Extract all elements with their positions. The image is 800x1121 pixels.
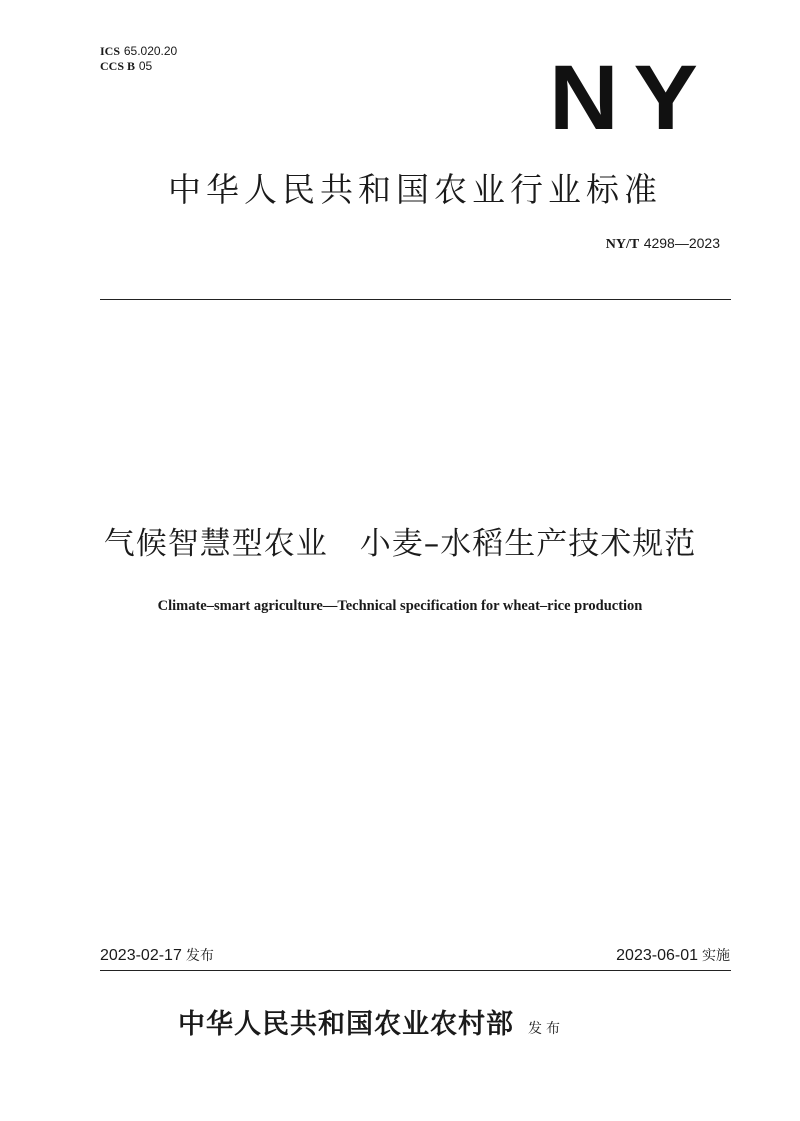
ics-code: 65.020.20 (123, 44, 178, 58)
issue-label: 发布 (185, 948, 214, 964)
standard-category-title: 中华人民共和国农业行业标准 (168, 170, 662, 209)
ccs-code: 05 (138, 59, 153, 73)
effective-label: 实施 (702, 948, 730, 964)
effective-date: 2023-06-01 (616, 947, 698, 964)
publisher-line (178, 1005, 564, 1049)
issue-date-line (100, 944, 214, 967)
footer-divider (100, 970, 731, 971)
publisher-name: 中华人民共和国农业农村部 (178, 1009, 514, 1040)
ccs-classification (100, 59, 152, 73)
ny-logo: NY (549, 47, 713, 149)
ccs-label: CCS B (100, 59, 136, 73)
standard-code: 4298—2023 (643, 235, 720, 251)
document-title-english: Climate–smart agriculture—Technical specification for wheat–rice production (157, 598, 643, 614)
ics-label: ICS (100, 44, 121, 58)
standard-number (606, 234, 720, 254)
effective-date-line (616, 944, 730, 967)
header-divider (100, 299, 731, 300)
ics-classification (100, 44, 177, 58)
issue-date: 2023-02-17 (100, 947, 182, 964)
publisher-label: 发布 (528, 1021, 564, 1037)
standard-prefix: NY/T (605, 237, 640, 252)
document-title-chinese: 气候智慧型农业 小麦–水稻生产技术规范 (103, 526, 697, 562)
